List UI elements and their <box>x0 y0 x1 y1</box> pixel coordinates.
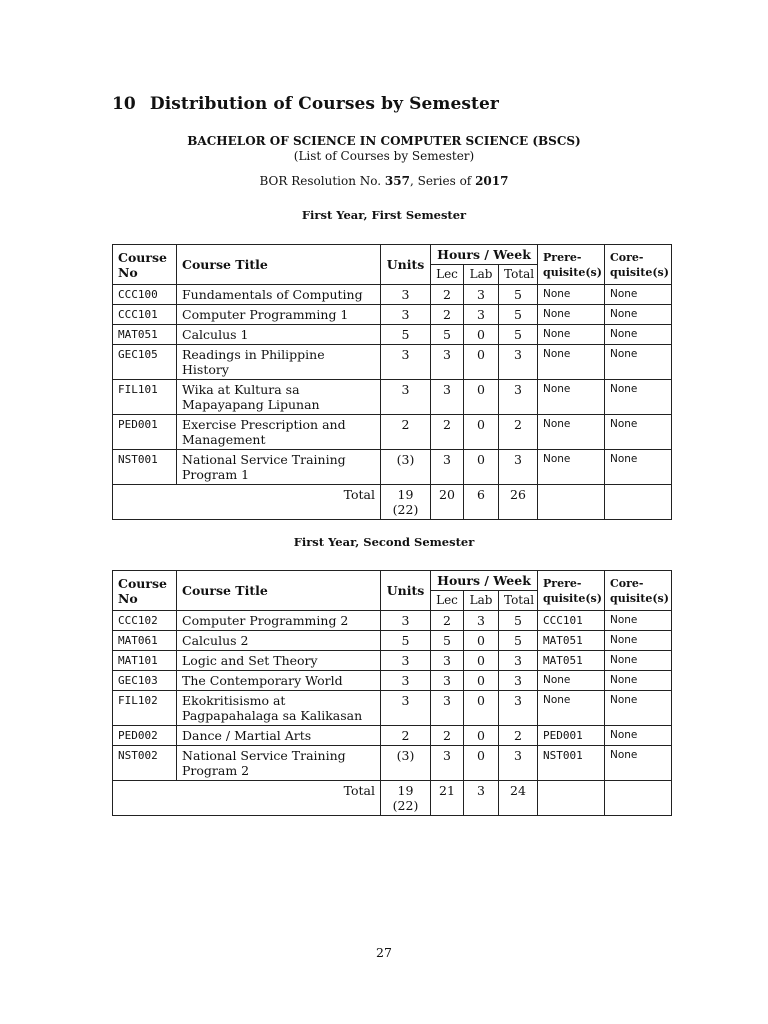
lec-hours-cell: 3 <box>431 671 464 691</box>
total-hours-cell: 5 <box>499 325 538 345</box>
lab-hours-cell: 0 <box>464 450 499 485</box>
course-table-sem1 <box>112 244 672 520</box>
prerequisite-cell: PED001 <box>538 726 605 746</box>
table-row <box>113 631 672 651</box>
corequisite-cell: None <box>605 651 672 671</box>
prerequisite-cell: NST001 <box>538 746 605 781</box>
corequisite-cell: None <box>605 726 672 746</box>
table-row <box>113 726 672 746</box>
units-cell: (3) <box>381 746 431 781</box>
header-prerequisite: Prere- quisite(s) <box>538 571 605 611</box>
header-corequisite: Core- quisite(s) <box>605 245 672 285</box>
total-hours-cell: 3 <box>499 380 538 415</box>
course-title-cell: Ekokritisismo at Pagpapahalaga sa Kalikasan <box>177 691 381 726</box>
course-title-cell: Readings in Philippine History <box>177 345 381 380</box>
empty-cell <box>605 485 672 520</box>
course-rows-sem1 <box>113 285 672 520</box>
course-title-cell: Calculus 1 <box>177 325 381 345</box>
lab-hours-cell: 0 <box>464 325 499 345</box>
totals-row <box>113 485 672 520</box>
lec-hours-cell: 2 <box>431 285 464 305</box>
section-number: 10 <box>112 94 136 114</box>
units-cell: 3 <box>381 651 431 671</box>
total-units-cell: 19 (22) <box>381 781 431 816</box>
course-number-cell: MAT101 <box>113 651 177 671</box>
course-number-cell: MAT061 <box>113 631 177 651</box>
lab-hours-cell: 0 <box>464 746 499 781</box>
page-number: 27 <box>376 945 392 960</box>
total-lab-cell: 3 <box>464 781 499 816</box>
semester-title-1: First Year, First Semester <box>301 208 467 222</box>
lec-hours-cell: 3 <box>431 345 464 380</box>
prerequisite-cell: None <box>538 415 605 450</box>
header-lab: Lab <box>464 591 499 611</box>
program-subtitle: (List of Courses by Semester) <box>293 149 475 163</box>
program-title: BACHELOR OF SCIENCE IN COMPUTER SCIENCE (BSCS) <box>187 134 581 148</box>
prerequisite-cell: None <box>538 285 605 305</box>
bor-resolution-line <box>0 174 768 188</box>
lec-hours-cell: 3 <box>431 746 464 781</box>
lab-hours-cell: 0 <box>464 726 499 746</box>
corequisite-cell: None <box>605 450 672 485</box>
header-corequisite: Core- quisite(s) <box>605 571 672 611</box>
corequisite-cell: None <box>605 415 672 450</box>
lab-hours-cell: 0 <box>464 345 499 380</box>
corequisite-cell: None <box>605 285 672 305</box>
corequisite-cell: None <box>605 325 672 345</box>
header-units: Units <box>381 571 431 611</box>
table-row <box>113 651 672 671</box>
header-hours-week: Hours / Week <box>431 571 538 591</box>
lec-hours-cell: 2 <box>431 611 464 631</box>
header-hours-week: Hours / Week <box>431 245 538 265</box>
bor-year: 2017 <box>475 174 509 188</box>
corequisite-cell: None <box>605 746 672 781</box>
header-course-no: Course No <box>113 571 177 611</box>
lec-hours-cell: 5 <box>431 631 464 651</box>
lec-hours-cell: 3 <box>431 380 464 415</box>
header-prerequisite: Prere- quisite(s) <box>538 245 605 285</box>
units-cell: 5 <box>381 325 431 345</box>
total-hours-cell: 3 <box>499 450 538 485</box>
course-number-cell: NST002 <box>113 746 177 781</box>
course-table-sem2 <box>112 570 672 816</box>
course-rows-sem2 <box>113 611 672 816</box>
prerequisite-cell: None <box>538 325 605 345</box>
corequisite-cell: None <box>605 631 672 651</box>
prerequisite-cell: MAT051 <box>538 651 605 671</box>
bor-series-label: , Series of <box>409 174 472 188</box>
total-lec-cell: 20 <box>431 485 464 520</box>
corequisite-cell: None <box>605 305 672 325</box>
prerequisite-cell: None <box>538 380 605 415</box>
total-hours-cell: 2 <box>499 726 538 746</box>
units-cell: 5 <box>381 631 431 651</box>
section-title: Distribution of Courses by Semester <box>149 94 499 114</box>
totals-label: Total <box>113 781 381 816</box>
totals-row <box>113 781 672 816</box>
total-hours-cell: 5 <box>499 285 538 305</box>
lab-hours-cell: 3 <box>464 285 499 305</box>
prerequisite-cell: None <box>538 691 605 726</box>
lec-hours-cell: 2 <box>431 726 464 746</box>
units-cell: 3 <box>381 380 431 415</box>
total-hours-cell: 3 <box>499 746 538 781</box>
course-number-cell: GEC103 <box>113 671 177 691</box>
prerequisite-cell: None <box>538 671 605 691</box>
corequisite-cell: None <box>605 691 672 726</box>
corequisite-cell: None <box>605 380 672 415</box>
course-number-cell: NST001 <box>113 450 177 485</box>
prerequisite-cell: MAT051 <box>538 631 605 651</box>
units-cell: 3 <box>381 345 431 380</box>
units-cell: 3 <box>381 691 431 726</box>
header-lec: Lec <box>431 591 464 611</box>
total-hours-sum-cell: 26 <box>499 485 538 520</box>
course-title-cell: National Service Training Program 1 <box>177 450 381 485</box>
course-title-cell: Logic and Set Theory <box>177 651 381 671</box>
prerequisite-cell: None <box>538 450 605 485</box>
course-title-cell: Exercise Prescription and Management <box>177 415 381 450</box>
table-row <box>113 450 672 485</box>
total-hours-cell: 3 <box>499 651 538 671</box>
table-row <box>113 415 672 450</box>
units-cell: 3 <box>381 611 431 631</box>
lab-hours-cell: 0 <box>464 631 499 651</box>
lab-hours-cell: 0 <box>464 691 499 726</box>
total-hours-cell: 5 <box>499 631 538 651</box>
table-row <box>113 746 672 781</box>
empty-cell <box>538 781 605 816</box>
total-units-cell: 19 (22) <box>381 485 431 520</box>
table-row <box>113 691 672 726</box>
course-number-cell: MAT051 <box>113 325 177 345</box>
course-number-cell: CCC102 <box>113 611 177 631</box>
lec-hours-cell: 3 <box>431 651 464 671</box>
lab-hours-cell: 0 <box>464 415 499 450</box>
units-cell: 2 <box>381 415 431 450</box>
total-lab-cell: 6 <box>464 485 499 520</box>
table-row <box>113 671 672 691</box>
total-hours-cell: 3 <box>499 345 538 380</box>
corequisite-cell: None <box>605 671 672 691</box>
course-number-cell: PED001 <box>113 415 177 450</box>
header-course-title: Course Title <box>177 571 381 611</box>
header-lec: Lec <box>431 265 464 285</box>
table-row <box>113 611 672 631</box>
total-hours-cell: 3 <box>499 671 538 691</box>
bor-number: 357 <box>384 174 410 188</box>
units-cell: 2 <box>381 726 431 746</box>
course-title-cell: Computer Programming 1 <box>177 305 381 325</box>
course-title-cell: Wika at Kultura sa Mapayapang Lipunan <box>177 380 381 415</box>
corequisite-cell: None <box>605 611 672 631</box>
total-hours-cell: 5 <box>499 305 538 325</box>
course-title-cell: Dance / Martial Arts <box>177 726 381 746</box>
course-number-cell: FIL101 <box>113 380 177 415</box>
header-total: Total <box>499 591 538 611</box>
course-number-cell: CCC100 <box>113 285 177 305</box>
total-hours-cell: 5 <box>499 611 538 631</box>
table-row <box>113 345 672 380</box>
units-cell: 3 <box>381 305 431 325</box>
semester-title-2: First Year, Second Semester <box>293 535 475 549</box>
bor-prefix: BOR Resolution No. <box>259 174 382 188</box>
lec-hours-cell: 5 <box>431 325 464 345</box>
lab-hours-cell: 0 <box>464 651 499 671</box>
empty-cell <box>605 781 672 816</box>
units-cell: 3 <box>381 285 431 305</box>
table-row <box>113 285 672 305</box>
lec-hours-cell: 3 <box>431 450 464 485</box>
header-course-no: Course No <box>113 245 177 285</box>
section-heading <box>112 94 499 114</box>
empty-cell <box>538 485 605 520</box>
course-title-cell: The Contemporary World <box>177 671 381 691</box>
course-title-cell: Calculus 2 <box>177 631 381 651</box>
header-lab: Lab <box>464 265 499 285</box>
table-row <box>113 380 672 415</box>
lec-hours-cell: 2 <box>431 305 464 325</box>
total-hours-cell: 3 <box>499 691 538 726</box>
corequisite-cell: None <box>605 345 672 380</box>
table-row <box>113 325 672 345</box>
course-number-cell: CCC101 <box>113 305 177 325</box>
units-cell: 3 <box>381 671 431 691</box>
table-row <box>113 305 672 325</box>
lec-hours-cell: 2 <box>431 415 464 450</box>
header-total: Total <box>499 265 538 285</box>
course-number-cell: GEC105 <box>113 345 177 380</box>
lec-hours-cell: 3 <box>431 691 464 726</box>
course-number-cell: FIL102 <box>113 691 177 726</box>
course-number-cell: PED002 <box>113 726 177 746</box>
prerequisite-cell: CCC101 <box>538 611 605 631</box>
lab-hours-cell: 3 <box>464 305 499 325</box>
total-hours-sum-cell: 24 <box>499 781 538 816</box>
lab-hours-cell: 0 <box>464 380 499 415</box>
total-hours-cell: 2 <box>499 415 538 450</box>
totals-label: Total <box>113 485 381 520</box>
header-course-title: Course Title <box>177 245 381 285</box>
prerequisite-cell: None <box>538 345 605 380</box>
total-lec-cell: 21 <box>431 781 464 816</box>
lab-hours-cell: 0 <box>464 671 499 691</box>
lab-hours-cell: 3 <box>464 611 499 631</box>
header-units: Units <box>381 245 431 285</box>
course-title-cell: Computer Programming 2 <box>177 611 381 631</box>
prerequisite-cell: None <box>538 305 605 325</box>
course-title-cell: Fundamentals of Computing <box>177 285 381 305</box>
course-title-cell: National Service Training Program 2 <box>177 746 381 781</box>
units-cell: (3) <box>381 450 431 485</box>
